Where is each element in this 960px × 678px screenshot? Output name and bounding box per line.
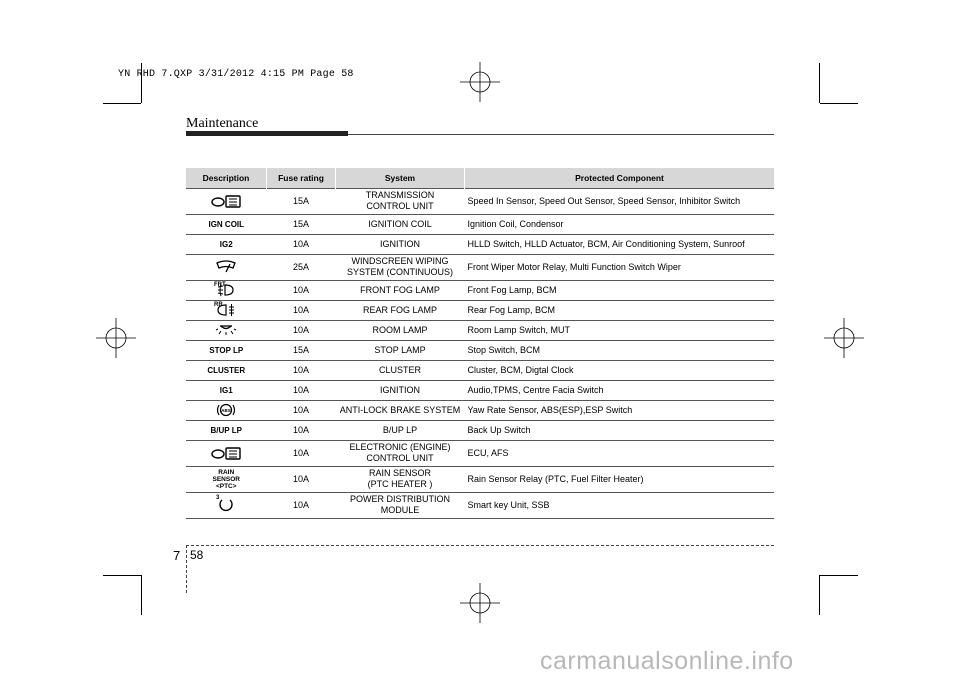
fuse-rating-cell: 10A [267, 380, 336, 400]
table-row [186, 340, 774, 360]
crop-mark [820, 575, 858, 576]
registration-mark [824, 318, 864, 358]
protected-component-cell: Audio,TPMS, Centre Facia Switch [465, 380, 775, 400]
protected-component-cell: Cluster, BCM, Digtal Clock [465, 360, 775, 380]
column-header-description: Description [186, 168, 267, 188]
table-row [186, 492, 774, 518]
description-cell: STOP LP [186, 340, 267, 360]
system-cell: POWER DISTRIBUTION MODULE [336, 492, 465, 518]
crop-mark [819, 63, 820, 103]
system-cell: IGNITION [336, 234, 465, 254]
description-cell [186, 254, 267, 280]
chapter-number: 7 [173, 548, 181, 563]
table-row [186, 440, 774, 466]
fuse-rating-cell: 10A [267, 320, 336, 340]
fuse-rating-cell: 10A [267, 440, 336, 466]
system-cell: ROOM LAMP [336, 320, 465, 340]
description-cell [186, 440, 267, 466]
abs-icon [215, 402, 237, 418]
protected-component-cell: Room Lamp Switch, MUT [465, 320, 775, 340]
fuse-rating-cell: 15A [267, 340, 336, 360]
protected-component-cell: Front Fog Lamp, BCM [465, 280, 775, 300]
system-cell: ANTI-LOCK BRAKE SYSTEM [336, 400, 465, 420]
fuse-rating-cell: 15A [267, 188, 336, 214]
fuse-rating-cell: 10A [267, 280, 336, 300]
description-cell: RAIN SENSOR <PTC> [186, 466, 267, 492]
power-distribution-icon [217, 496, 235, 514]
transmission-icon [209, 193, 243, 209]
protected-component-cell: Front Wiper Motor Relay, Multi Function Switch Wiper [465, 254, 775, 280]
section-title: Maintenance [186, 116, 259, 131]
system-cell: ELECTRONIC (ENGINE) CONTROL UNIT [336, 440, 465, 466]
system-cell: STOP LAMP [336, 340, 465, 360]
description-cell: RR [186, 300, 267, 320]
system-cell: REAR FOG LAMP [336, 300, 465, 320]
table-row [186, 320, 774, 340]
crop-mark [141, 575, 142, 615]
engine-control-icon [209, 445, 243, 461]
system-cell: B/UP LP [336, 420, 465, 440]
table-row [186, 466, 774, 492]
protected-component-cell: ECU, AFS [465, 440, 775, 466]
description-cell: IG2 [186, 234, 267, 254]
table-row [186, 214, 774, 234]
description-cell [186, 400, 267, 420]
fuse-rating-cell: 10A [267, 492, 336, 518]
fuse-rating-cell: 10A [267, 234, 336, 254]
system-cell: RAIN SENSOR (PTC HEATER ) [336, 466, 465, 492]
protected-component-cell: Rain Sensor Relay (PTC, Fuel Filter Heater) [465, 466, 775, 492]
table-row [186, 254, 774, 280]
room-lamp-icon [215, 323, 237, 337]
crop-mark [103, 103, 141, 104]
description-cell [186, 188, 267, 214]
description-cell: FRT [186, 280, 267, 300]
description-cell: IGN COIL [186, 214, 267, 234]
protected-component-cell: Back Up Switch [465, 420, 775, 440]
crop-mark [103, 575, 141, 576]
table-row [186, 380, 774, 400]
fuse-rating-cell: 25A [267, 254, 336, 280]
description-cell: B/UP LP [186, 420, 267, 440]
fuse-rating-cell: 10A [267, 400, 336, 420]
abs-icon-text: ABS [221, 408, 232, 413]
protected-component-cell: Speed In Sensor, Speed Out Sensor, Speed Sensor, Inhibitor Switch [465, 188, 775, 214]
table-row [186, 420, 774, 440]
protected-component-cell: Rear Fog Lamp, BCM [465, 300, 775, 320]
registration-mark [460, 583, 500, 623]
system-cell: CLUSTER [336, 360, 465, 380]
protected-component-cell: Smart key Unit, SSB [465, 492, 775, 518]
column-header-fuse-rating: Fuse rating [267, 168, 336, 188]
description-cell [186, 320, 267, 340]
table-row [186, 300, 774, 320]
system-cell: IGNITION COIL [336, 214, 465, 234]
table-row [186, 188, 774, 214]
column-header-protected-component: Protected Component [465, 168, 775, 188]
table-row [186, 400, 774, 420]
table-row [186, 234, 774, 254]
table-row [186, 280, 774, 300]
page-number: 58 [190, 548, 204, 562]
registration-mark [96, 318, 136, 358]
description-cell: IG1 [186, 380, 267, 400]
system-cell: IGNITION [336, 380, 465, 400]
fuse-rating-cell: 10A [267, 420, 336, 440]
column-header-system: System [336, 168, 465, 188]
system-cell: TRANSMISSION CONTROL UNIT [336, 188, 465, 214]
print-slug: YN RHD 7.QXP 3/31/2012 4:15 PM Page 58 [118, 69, 354, 80]
description-cell: CLUSTER [186, 360, 267, 380]
protected-component-cell: Stop Switch, BCM [465, 340, 775, 360]
footer-rule [186, 545, 774, 546]
registration-mark [460, 62, 500, 102]
crop-mark [819, 575, 820, 615]
table-header-row [186, 168, 774, 188]
table-row [186, 360, 774, 380]
fuse-rating-cell: 10A [267, 300, 336, 320]
description-cell: 3 [186, 492, 267, 518]
header-bar [186, 131, 348, 136]
system-cell: WINDSCREEN WIPING SYSTEM (CONTINUOUS) [336, 254, 465, 280]
page-number-separator [186, 545, 187, 593]
protected-component-cell: HLLD Switch, HLLD Actuator, BCM, Air Conditioning System, Sunroof [465, 234, 775, 254]
watermark: carmanualsonline.info [540, 647, 794, 675]
fuse-rating-cell: 10A [267, 360, 336, 380]
wiper-icon [215, 260, 237, 274]
crop-mark [820, 103, 858, 104]
protected-component-cell: Yaw Rate Sensor, ABS(ESP),ESP Switch [465, 400, 775, 420]
fuse-rating-cell: 10A [267, 466, 336, 492]
system-cell: FRONT FOG LAMP [336, 280, 465, 300]
fuse-table [186, 168, 774, 519]
protected-component-cell: Ignition Coil, Condensor [465, 214, 775, 234]
fuse-rating-cell: 15A [267, 214, 336, 234]
header-rule [348, 134, 774, 135]
